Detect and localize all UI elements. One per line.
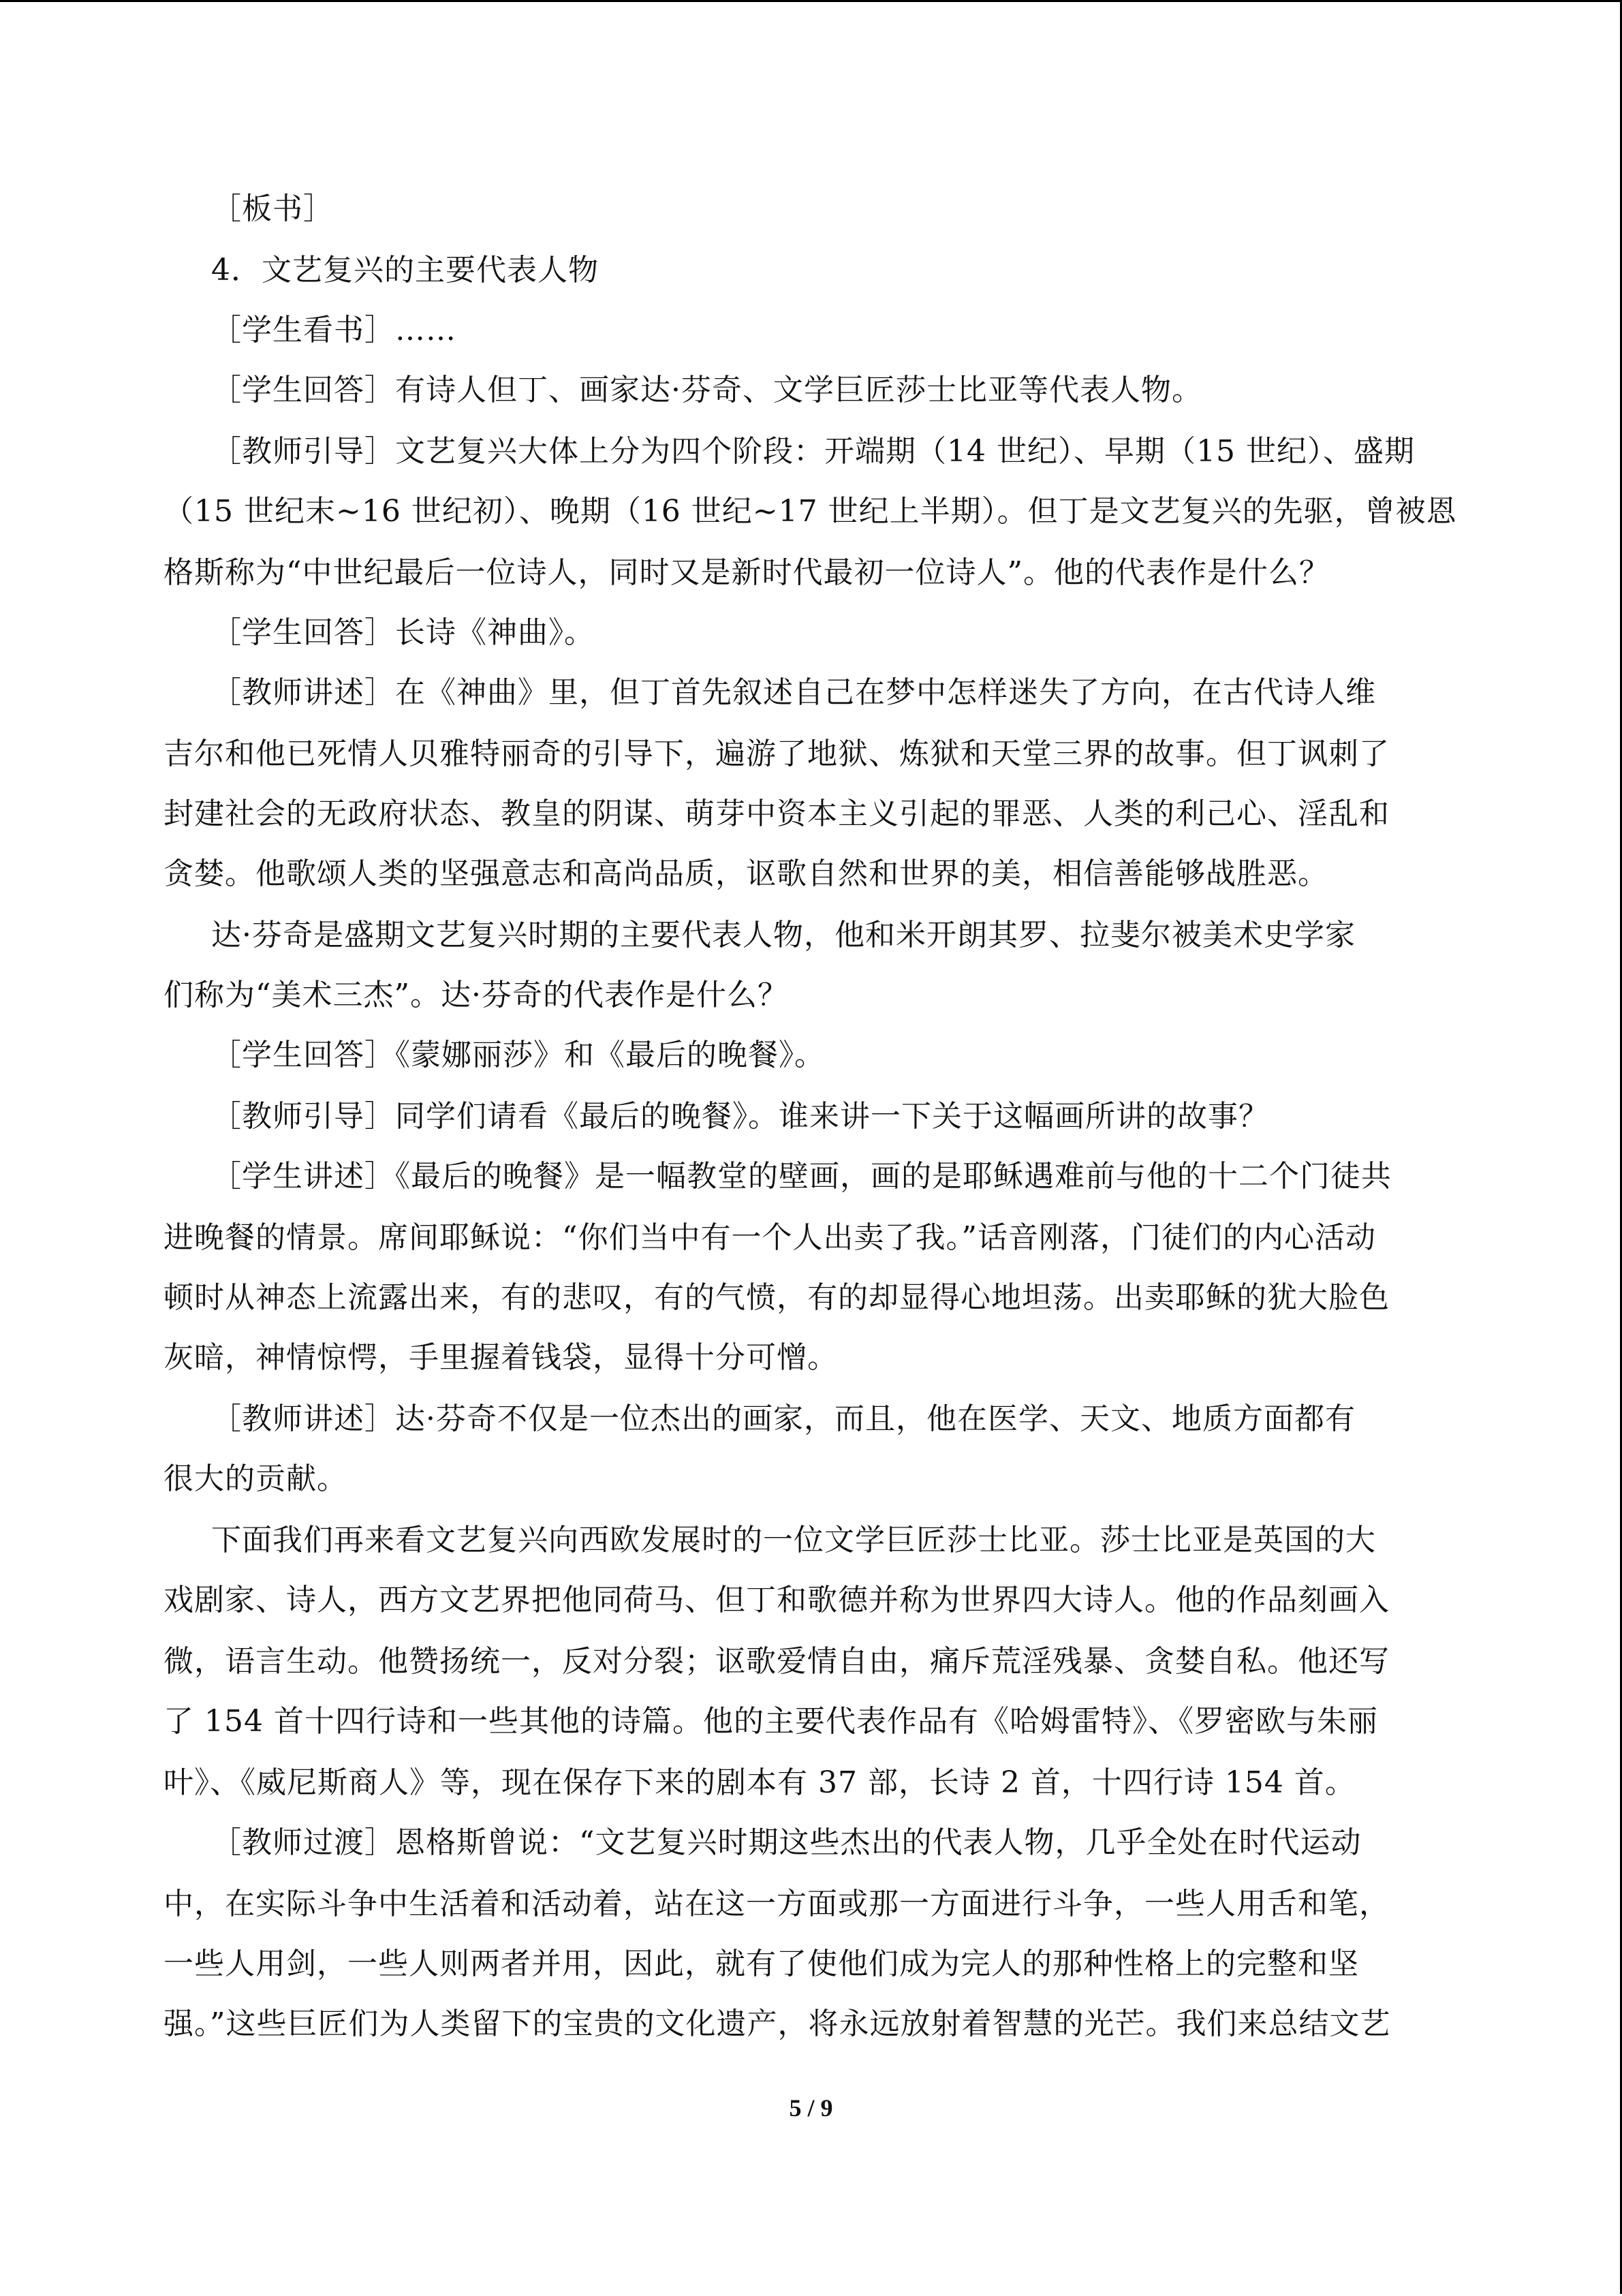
text-line: ［教师过渡］恩格斯曾说：“文艺复兴时期这些杰出的代表人物，几乎全处在时代运动 <box>211 1825 1362 1860</box>
text-line: 了 154 首十四行诗和一些其他的诗篇。他的主要代表作品有《哈姆雷特》、《罗密欧与朱丽 <box>163 1704 1378 1739</box>
text-line: ［教师讲述］在《神曲》里，但丁首先叙述自己在梦中怎样迷失了方向，在古代诗人维 <box>211 675 1376 710</box>
text-line: 进晚餐的情景。席间耶稣说：“你们当中有一个人出卖了我。”话音刚落，门徒们的内心活动 <box>163 1220 1376 1255</box>
text-line: 吉尔和他已死情人贝雅特丽奇的引导下，遍游了地狱、炼狱和天堂三界的故事。但丁讽刺了 <box>163 736 1390 771</box>
text-line: 叶》、《威尼斯商人》等，现在保存下来的剧本有 37 部，长诗 2 首，十四行诗 154 首。 <box>163 1765 1356 1800</box>
text-line: ［学生看书］…… <box>211 313 456 347</box>
text-line: （15 世纪末~16 世纪初）、晚期（16 世纪~17 世纪上半期）。但丁是文艺复兴的先驱，曾被恩 <box>163 494 1457 529</box>
text-line: 戏剧家、诗人，西方文艺界把他同荷马、但丁和歌德并称为世界四大诗人。他的作品刻画入 <box>163 1583 1390 1617</box>
text-line: 一些人用剑，一些人则两者并用，因此，就有了使他们成为完人的那种性格上的完整和坚 <box>163 1946 1359 1981</box>
text-line: 格斯称为“中世纪最后一位诗人，同时又是新时代最初一位诗人”。他的代表作是什么？ <box>163 555 1330 590</box>
text-line: ［学生回答］《蒙娜丽莎》和《最后的晚餐》。 <box>211 1038 825 1072</box>
text-line: 们称为“美术三杰”。达·芬奇的代表作是什么？ <box>163 978 788 1012</box>
text-line: ［学生回答］长诗《神曲》。 <box>211 615 595 650</box>
page-number: 5 / 9 <box>789 2094 833 2122</box>
text-line: ［教师引导］同学们请看《最后的晚餐》。谁来讲一下关于这幅画所讲的故事？ <box>211 1099 1269 1134</box>
text-line: 4．文艺复兴的主要代表人物 <box>211 253 599 288</box>
text-line: 贪婪。他歌颂人类的坚强意志和高尚品质，讴歌自然和世界的美，相信善能够战胜恶。 <box>163 856 1328 891</box>
text-line: 达·芬奇是盛期文艺复兴时期的主要代表人物，他和米开朗其罗、拉斐尔被美术史学家 <box>211 918 1356 952</box>
text-line: 微，语言生动。他赞扬统一，反对分裂；讴歌爱情自由，痛斥荒淫残暴、贪婪自私。他还写 <box>163 1644 1390 1679</box>
text-line: 顿时从神态上流露出来，有的悲叹，有的气愤，有的却显得心地坦荡。出卖耶稣的犹大脸色 <box>163 1280 1390 1315</box>
text-line: ［教师讲述］达·芬奇不仅是一位杰出的画家，而且，他在医学、天文、地质方面都有 <box>211 1401 1356 1436</box>
text-line: ［板书］ <box>211 191 334 226</box>
text-line: 很大的贡献。 <box>163 1461 347 1496</box>
text-line: 灰暗，神情惊愕，手里握着钱袋，显得十分可憎。 <box>163 1340 838 1375</box>
document-body <box>0 2 1622 2296</box>
text-line: 下面我们再来看文艺复兴向西欧发展时的一位文学巨匠莎士比亚。莎士比亚是英国的大 <box>211 1523 1376 1557</box>
text-line: ［学生讲述］《最后的晚餐》是一幅教堂的壁画，画的是耶稣遇难前与他的十二个门徒共 <box>211 1159 1392 1194</box>
text-line: ［教师引导］文艺复兴大体上分为四个阶段：开端期（14 世纪）、早期（15 世纪）、盛期 <box>211 434 1415 469</box>
text-line: 强。”这些巨匠们为人类留下的宝贵的文化遗产，将永远放射着智慧的光芒。我们来总结文艺 <box>163 2006 1391 2041</box>
text-line: ［学生回答］有诗人但丁、画家达·芬奇、文学巨匠莎士比亚等代表人物。 <box>211 373 1202 407</box>
text-line: 中，在实际斗争中生活着和活动着，站在这一方面或那一方面进行斗争，一些人用舌和笔， <box>163 1887 1390 1921</box>
text-line: 封建社会的无政府状态、教皇的阴谋、萌芽中资本主义引起的罪恶、人类的利己心、淫乱和 <box>163 796 1390 831</box>
